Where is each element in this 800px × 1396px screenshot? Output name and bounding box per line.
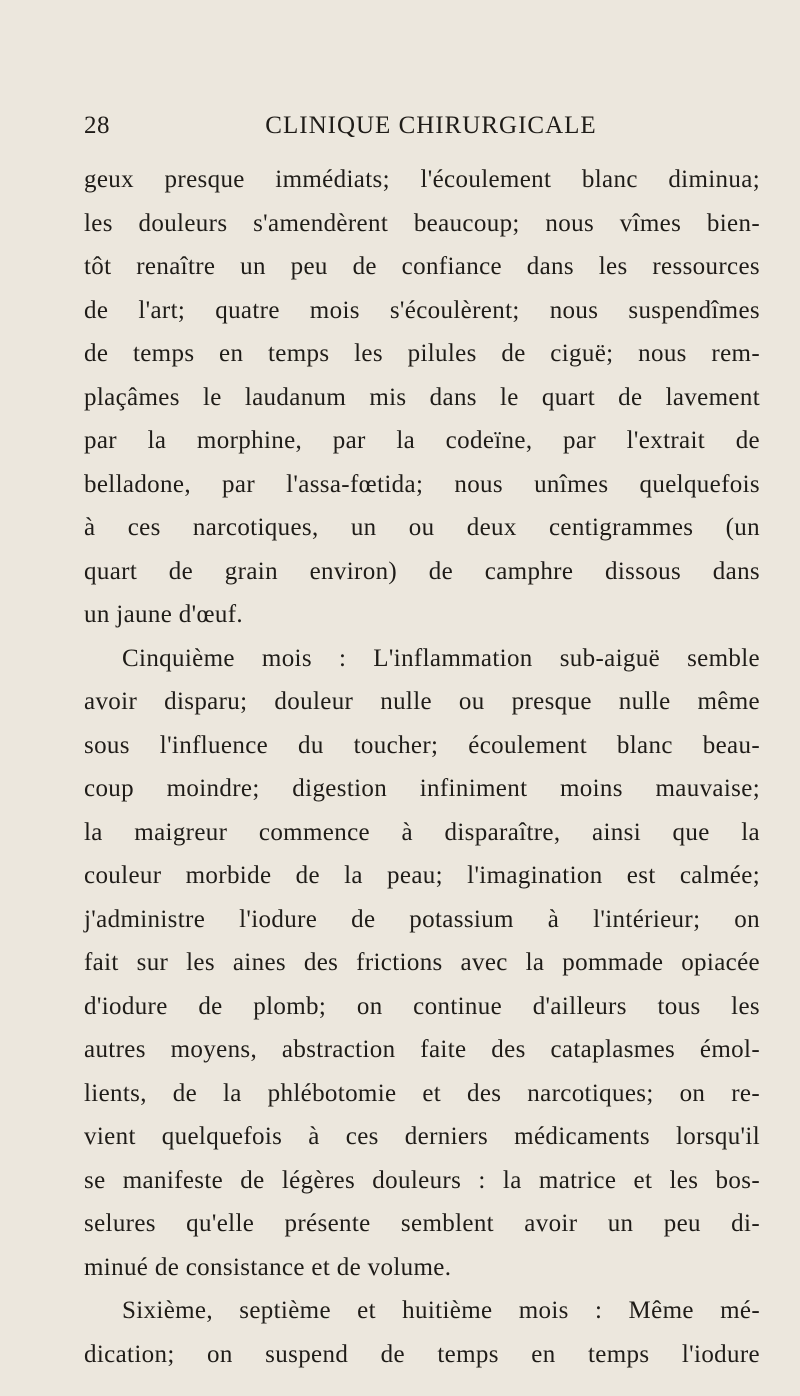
text-line: geux presque immédiats; l'écoulement blanc diminua; xyxy=(84,166,760,193)
text-line: de temps en temps les pilules de ciguë; nous rem- xyxy=(84,340,760,367)
text-line: quart de grain environ) de camphre dissous dans xyxy=(84,557,760,585)
running-head xyxy=(84,112,760,152)
text-line: autres moyens, abstraction faite des cataplasmes émol- xyxy=(84,1036,760,1063)
text-line: vient quelquefois à ces derniers médicaments lorsqu'il xyxy=(84,1123,760,1150)
text-line: les douleurs s'amendèrent beaucoup; nous vîmes bien- xyxy=(84,209,760,237)
text-line: à ces narcotiques, un ou deux centigrammes (un xyxy=(84,514,760,541)
text-line: lients, de la phlébotomie et des narcotiques; on re- xyxy=(84,1079,760,1107)
text-line: Sixième, septième et huitième mois : Même mé- xyxy=(122,1297,760,1324)
text-line: d'iodure de plomb; on continue d'ailleurs tous les xyxy=(84,992,760,1020)
text-line: de l'art; quatre mois s'écoulèrent; nous suspendîmes xyxy=(84,296,760,324)
text-line: belladone, par l'assa-fœtida; nous unîmes quelquefois xyxy=(84,470,760,498)
text-line: la maigreur commence à disparaître, ainsi que la xyxy=(84,818,760,846)
text-line: coup moindre; digestion infiniment moins mauvaise; xyxy=(84,775,760,802)
text-line: Cinquième mois : L'inflammation sub-aiguë semble xyxy=(122,644,760,672)
text-line: j'administre l'iodure de potassium à l'intérieur; on xyxy=(84,905,760,933)
text-line: par la morphine, par la codeïne, par l'extrait de xyxy=(84,427,760,454)
body-text xyxy=(84,158,760,1376)
running-title: CLINIQUE CHIRURGICALE xyxy=(265,112,597,139)
text-line: se manifeste de légères douleurs : la matrice et les bos- xyxy=(84,1166,760,1194)
text-line: sous l'influence du toucher; écoulement blanc beau- xyxy=(84,731,760,759)
text-line: avoir disparu; douleur nulle ou presque nulle même xyxy=(84,688,760,715)
text-line: couleur morbide de la peau; l'imagination est calmée; xyxy=(84,862,760,889)
page-number: 28 xyxy=(84,112,110,139)
text-line: tôt renaître un peu de confiance dans les ressources xyxy=(84,253,760,280)
text-line: plaçâmes le laudanum mis dans le quart de lavement xyxy=(84,383,760,411)
text-line: selures qu'elle présente semblent avoir un peu di- xyxy=(84,1210,760,1237)
text-line: un jaune d'œuf. xyxy=(84,601,244,628)
text-line: dication; on suspend de temps en temps l'iodure xyxy=(84,1340,760,1368)
text-line: fait sur les aines des frictions avec la pommade opiacée xyxy=(84,949,760,976)
text-line: minué de consistance et de volume. xyxy=(84,1253,452,1281)
